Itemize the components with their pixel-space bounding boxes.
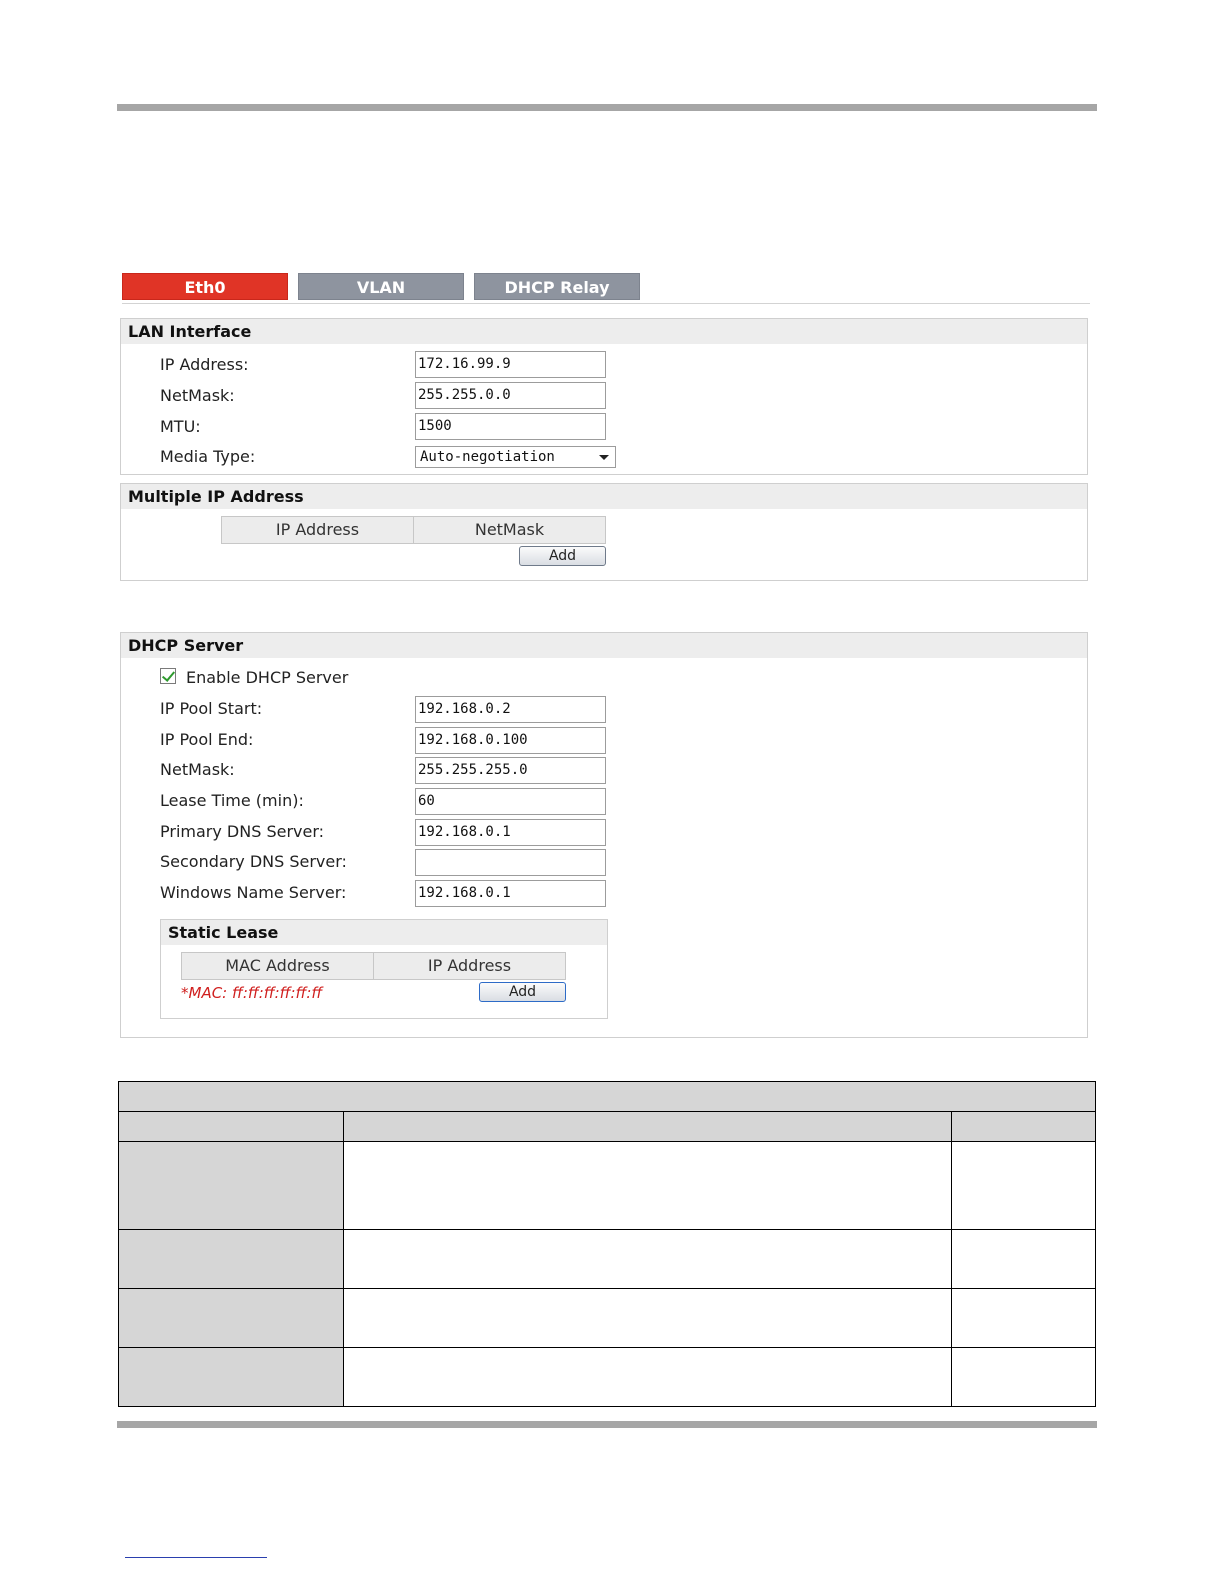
multiple-ip-title: Multiple IP Address bbox=[121, 484, 1087, 509]
enable-dhcp-checkbox[interactable] bbox=[160, 668, 176, 684]
ip-address-input[interactable]: 172.16.99.9 bbox=[415, 351, 606, 378]
column-ip-address: IP Address bbox=[221, 516, 414, 544]
table-column-divider bbox=[951, 1112, 952, 1406]
dhcp-netmask-input[interactable]: 255.255.255.0 bbox=[415, 757, 606, 784]
media-type-select[interactable] bbox=[415, 446, 616, 468]
media-type-value: Auto-negotiation bbox=[420, 449, 555, 465]
windows-name-server-input[interactable]: 192.168.0.1 bbox=[415, 880, 606, 907]
dhcp-server-panel bbox=[120, 632, 1088, 1038]
primary-dns-input[interactable]: 192.168.0.1 bbox=[415, 819, 606, 846]
mtu-label: MTU: bbox=[160, 417, 201, 436]
netmask-label: NetMask: bbox=[160, 386, 235, 405]
column-lease-ip-address: IP Address bbox=[373, 952, 566, 980]
parameter-table bbox=[118, 1081, 1096, 1407]
dhcp-netmask-label: NetMask: bbox=[160, 760, 235, 779]
multiple-ip-panel bbox=[120, 483, 1088, 581]
ip-pool-end-label: IP Pool End: bbox=[160, 730, 254, 749]
add-static-lease-button[interactable]: Add bbox=[479, 982, 566, 1002]
enable-dhcp-label: Enable DHCP Server bbox=[186, 668, 349, 687]
header-rule bbox=[117, 104, 1097, 111]
column-mac-address: MAC Address bbox=[181, 952, 374, 980]
primary-dns-label: Primary DNS Server: bbox=[160, 822, 325, 841]
secondary-dns-label: Secondary DNS Server: bbox=[160, 852, 347, 871]
tab-vlan[interactable]: VLAN bbox=[298, 273, 464, 300]
table-column-divider bbox=[343, 1112, 344, 1406]
add-ip-button[interactable]: Add bbox=[519, 546, 606, 566]
chevron-down-icon bbox=[599, 455, 609, 460]
dhcp-server-title: DHCP Server bbox=[121, 633, 1087, 658]
lan-interface-panel bbox=[120, 318, 1088, 475]
footer-rule bbox=[117, 1421, 1097, 1428]
ip-address-label: IP Address: bbox=[160, 355, 249, 374]
ip-pool-start-input[interactable]: 192.168.0.2 bbox=[415, 696, 606, 723]
mtu-input[interactable]: 1500 bbox=[415, 413, 606, 440]
table-header-row bbox=[119, 1112, 1095, 1141]
table-rule bbox=[119, 1288, 1095, 1289]
lease-time-input[interactable]: 60 bbox=[415, 788, 606, 815]
tab-eth0[interactable]: Eth0 bbox=[122, 273, 288, 300]
media-type-label: Media Type: bbox=[160, 447, 256, 466]
table-rule bbox=[119, 1229, 1095, 1230]
netmask-input[interactable]: 255.255.0.0 bbox=[415, 382, 606, 409]
checkmark-icon bbox=[162, 668, 175, 682]
ip-pool-end-input[interactable]: 192.168.0.100 bbox=[415, 727, 606, 754]
table-rule bbox=[119, 1347, 1095, 1348]
windows-name-server-label: Windows Name Server: bbox=[160, 883, 347, 902]
table-first-column bbox=[119, 1142, 343, 1406]
tab-divider bbox=[122, 303, 1090, 304]
ip-pool-start-label: IP Pool Start: bbox=[160, 699, 263, 718]
lease-time-label: Lease Time (min): bbox=[160, 791, 304, 810]
static-lease-panel bbox=[160, 919, 608, 1019]
tab-dhcp-relay[interactable]: DHCP Relay bbox=[474, 273, 640, 300]
footer-link-underline bbox=[125, 1557, 267, 1558]
column-netmask: NetMask bbox=[413, 516, 606, 544]
static-lease-title: Static Lease bbox=[161, 920, 607, 945]
table-title-row bbox=[119, 1082, 1095, 1111]
mac-format-hint: *MAC: ff:ff:ff:ff:ff:ff bbox=[181, 984, 323, 1002]
lan-interface-title: LAN Interface bbox=[121, 319, 1087, 344]
secondary-dns-input[interactable] bbox=[415, 849, 606, 876]
